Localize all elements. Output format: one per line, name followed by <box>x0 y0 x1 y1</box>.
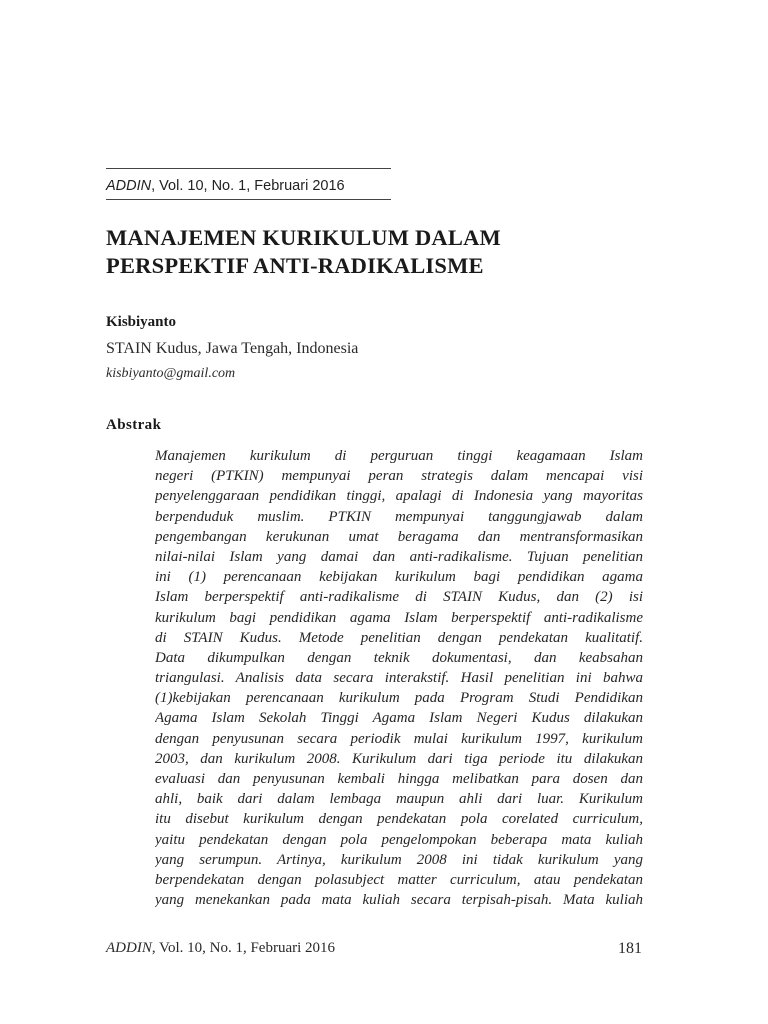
abstract-line: Agama Islam Sekolah Tinggi Agama Islam Negeri Kudus dilakukan <box>155 710 643 727</box>
abstract-line: penyelenggaraan pendidikan tinggi, apalagi di Indonesia yang mayoritas <box>155 488 643 505</box>
author-affiliation: STAIN Kudus, Jawa Tengah, Indonesia <box>106 340 359 357</box>
abstract-line: Data dikumpulkan dengan teknik dokumentasi, dan keabsahan <box>155 649 643 666</box>
abstract-line: itu disebut kurikulum dengan pendekatan pola corelated curriculum, <box>155 811 643 828</box>
abstract-line: pengembangan kerukunan umat beragama dan mentransformasikan <box>155 528 643 545</box>
author-name: Kisbiyanto <box>106 314 177 330</box>
abstract-body <box>155 446 643 910</box>
footer-journal: ADDIN <box>106 940 152 956</box>
article-title-line-2: PERSPEKTIF ANTI-RADIKALISME <box>106 253 484 278</box>
running-head-issue: , Vol. 10, No. 1, Februari 2016 <box>151 178 345 194</box>
running-head-journal: ADDIN <box>106 178 152 194</box>
abstract-line: kurikulum bagi pendidikan agama Islam berperspektif anti-radikalisme <box>155 609 643 626</box>
article-title <box>106 224 666 280</box>
abstract-line: Manajemen kurikulum di perguruan tinggi keagamaan Islam <box>155 448 643 464</box>
article-title-line-1: MANAJEMEN KURIKULUM DALAM <box>106 225 501 250</box>
abstract-line: negeri (PTKIN) mempunyai peran strategis dalam mencapai visi <box>155 468 643 485</box>
abstract-line: (1)kebijakan perencanaan kurikulum pada Program Studi Pendidikan <box>155 690 643 707</box>
abstract-line: nilai-nilai Islam yang damai dan anti-radikalisme. Tujuan penelitian <box>155 548 643 565</box>
abstract-line: evaluasi dan penyusunan kembali hingga melibatkan para dosen dan <box>155 771 643 787</box>
abstract-heading: Abstrak <box>106 417 162 433</box>
abstract-line: yang menekankan pada mata kuliah secara terpisah-pisah. Mata kuliah <box>155 892 643 909</box>
abstract-line: di STAIN Kudus. Metode penelitian dengan pendekatan kualitatif. <box>155 629 643 646</box>
abstract-line: ahli, baik dari dalam lembaga maupun ahli dari luar. Kurikulum <box>155 791 643 808</box>
abstract-line: yang serumpun. Artinya, kurikulum 2008 ini tidak kurikulum yang <box>155 851 643 868</box>
footer-issue: , Vol. 10, No. 1, Februari 2016 <box>151 940 336 956</box>
page-number: 181 <box>618 940 642 957</box>
page-footer <box>106 940 642 962</box>
abstract-line: 2003, dan kurikulum 2008. Kurikulum dari tiga periode itu dilakukan <box>155 750 643 767</box>
abstract-line: berpendekatan dengan polasubject matter curriculum, atau pendekatan <box>155 871 643 888</box>
running-head <box>106 168 391 200</box>
footer-citation <box>106 940 335 957</box>
abstract-line: ini (1) perencanaan kebijakan kurikulum bagi pendidikan agama <box>155 569 643 586</box>
abstract-line: yaitu pendekatan dengan pola pengelompokan beberapa mata kuliah <box>155 831 643 848</box>
abstract-line: triangulasi. Analisis data secara interakstif. Hasil penelitian ini bahwa <box>155 670 643 687</box>
abstract-line: Islam berperspektif anti-radikalisme di STAIN Kudus, dan (2) isi <box>155 589 643 606</box>
abstract-line: dengan penyusunan secara periodik mulai kurikulum 1997, kurikulum <box>155 730 643 747</box>
abstract-line: berpenduduk muslim. PTKIN mempunyai tanggungjawab dalam <box>155 508 643 525</box>
author-email: kisbiyanto@gmail.com <box>106 366 236 381</box>
